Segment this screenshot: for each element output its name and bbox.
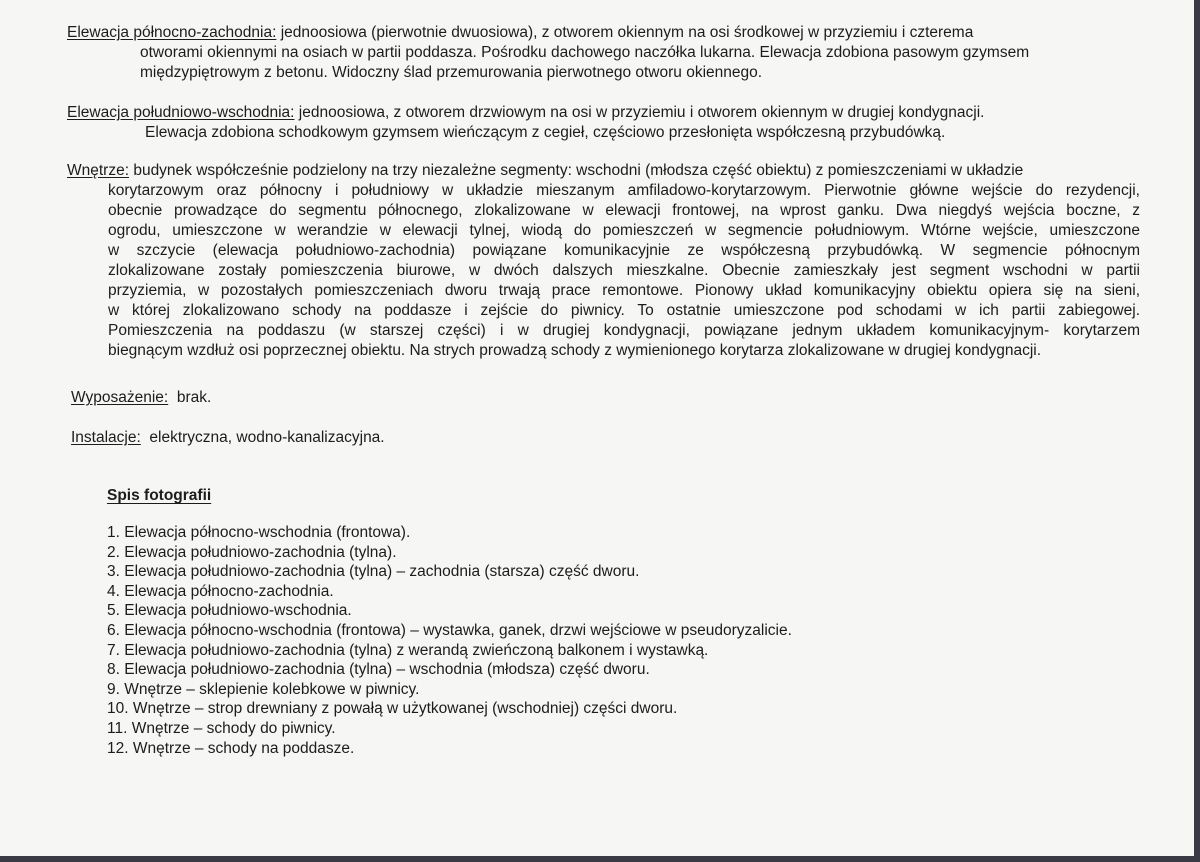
photo-list: [107, 523, 792, 758]
section-text: otworami okiennymi na osiach w partii poddasza. Pośrodku dachowego naczółka lukarna. Elewacja zdobiona pasowym gzymsem: [140, 44, 1030, 61]
section-nw-elevation: [67, 23, 1157, 83]
section-text: w której zlokalizowano schody na poddasze i zejście do piwnicy. To ostatnie umieszczone pod schodami w ich partii zabiegowej.: [108, 302, 1140, 319]
list-item: 11. Wnętrze – schody do piwnicy.: [107, 719, 336, 737]
list-item: 4. Elewacja północno-zachodnia.: [107, 582, 334, 600]
section-text: budynek współcześnie podzielony na trzy niezależne segmenty: wschodni (młodsza część obiektu) z pomieszczeniami w układzie: [129, 162, 1024, 179]
section-text: międzypiętrowym z betonu. Widoczny ślad przemurowania pierwotnego otworu okiennego.: [140, 64, 763, 81]
list-item: 7. Elewacja południowo-zachodnia (tylna) z werandą zwieńczoną balkonem i wystawką.: [107, 641, 709, 659]
section-label: Elewacja północno-zachodnia:: [67, 24, 277, 41]
section-text: jednoosiowa (pierwotnie dwuosiowa), z otworem okiennym na osi środkowej w przyziemiu i czterema: [276, 24, 974, 41]
list-item: 8. Elewacja południowo-zachodnia (tylna) – wschodnia (młodsza) część dworu.: [107, 661, 650, 679]
list-item: 9. Wnętrze – sklepienie kolebkowe w piwnicy.: [107, 680, 420, 698]
section-text: w szczycie (elewacja południowo-zachodnia) powiązane komunikacyjnie ze współczesną przybudówką. W segmencie północnym: [108, 242, 1140, 259]
list-item: 2. Elewacja południowo-zachodnia (tylna).: [107, 543, 397, 561]
list-item: 1. Elewacja północno-wschodnia (frontowa).: [107, 524, 411, 541]
section-text: obecnie prowadzące do segmentu północnego, zlokalizowane w elewacji frontowej, na wprost ganku. Dwa niegdyś wejścia boczne, z: [108, 202, 1140, 219]
list-item: 6. Elewacja północno-wschodnia (frontowa) – wystawka, ganek, drzwi wejściowe w pseudoryzalicie.: [107, 621, 792, 639]
section-se-elevation: [67, 103, 1157, 143]
section-interior: [67, 161, 1140, 361]
section-text: Pomieszczenia na poddaszu (w starszej części) i w drugiej kondygnacji, powiązane jednym układem komunikacyjnym- korytarzem: [108, 322, 1140, 339]
section-text: elektryczna, wodno-kanalizacyjna.: [140, 429, 385, 446]
photo-list-heading: Spis fotografii: [107, 487, 212, 504]
section-label: Wnętrze:: [67, 162, 130, 179]
section-text: brak.: [168, 389, 212, 406]
section-text: Elewacja zdobiona schodkowym gzymsem wieńczącym z cegieł, częściowo przesłonięta współczesną przybudówką.: [145, 124, 946, 141]
list-item: 12. Wnętrze – schody na poddasze.: [107, 739, 355, 757]
section-text: przyziemia, w pozostałych pomieszczeniach dworu trwają prace remontowe. Pionowy układ komunikacyjny obiektu opiera się na sieni,: [108, 282, 1140, 299]
list-item: 5. Elewacja południowo-wschodnia.: [107, 602, 352, 620]
section-text: biegnącym wzdłuż osi poprzecznej obiektu. Na strych prowadzą schody z wymienionego korytarza zlokalizowane w drugiej kondygnacji.: [108, 342, 1042, 359]
list-item: 3. Elewacja południowo-zachodnia (tylna) – zachodnia (starsza) część dworu.: [107, 563, 640, 581]
list-item: 10. Wnętrze – strop drewniany z powałą w użytkowanej (wschodniej) części dworu.: [107, 700, 678, 718]
section-label: Elewacja południowo-wschodnia:: [67, 104, 295, 121]
section-text: zlokalizowane zostały pomieszczenia biurowe, w dwóch dalszych mieszkalne. Obecnie zamieszkały jest segment wschodni w partii: [108, 262, 1140, 279]
section-text: korytarzowym oraz północny i południowy w układzie mieszanym amfiladowo-korytarzowym. Pierwotnie główne wejście do rezydencji,: [108, 182, 1140, 199]
section-label: Wyposażenie:: [71, 389, 169, 406]
section-text: ogrodu, umieszczone w werandzie w elewacji tylnej, wiodą do pomieszczeń w segmencie południowym. Wtórne wejście, umieszczone: [108, 222, 1140, 239]
section-label: Instalacje:: [71, 429, 141, 446]
section-text: jednoosiowa, z otworem drzwiowym na osi w przyziemiu i otworem okiennym w drugiej kondygnacji.: [294, 104, 985, 121]
section-equipment: [71, 388, 211, 408]
section-installations: [71, 428, 385, 448]
